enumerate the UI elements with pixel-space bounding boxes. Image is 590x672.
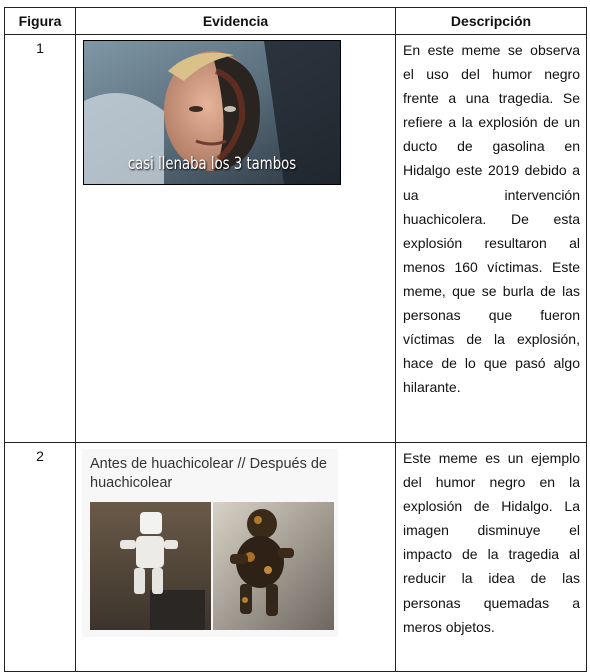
meme-image-2: [82, 449, 338, 637]
figure-number: 1: [5, 35, 76, 443]
header-evidencia: Evidencia: [76, 8, 396, 35]
description-cell: En este meme se observa el uso del humor negro frente a una tragedia. Se refiere a la explosión de un ducto de gasolina en Hidalgo este 2019 debido a ua intervención huachicolera. De esta explosión resultaron al menos 160 víctimas. Este meme, que se burla de las personas que fueron víctimas de la explosión, hace de lo que pasó algo hilarante.: [396, 35, 587, 443]
evidence-cell: [76, 35, 396, 443]
header-figura: Figura: [5, 8, 76, 35]
before-after-figures-picture: [90, 502, 334, 630]
header-row: [5, 8, 587, 35]
table-row: [5, 443, 587, 672]
table-row: [5, 35, 587, 443]
header-descripcion: Descripción: [396, 8, 587, 35]
description-cell: Este meme es un ejemplo del humor negro en la explosión de Hidalgo. La imagen disminuye el impacto de la tragedia al reducir la idea de las personas quemadas a meros objetos.: [396, 443, 587, 672]
evidence-cell: [76, 443, 396, 672]
figure-number: 2: [5, 443, 76, 672]
meme-caption-2: Antes de huachicolear // Después de huachicolear: [90, 456, 327, 491]
meme-caption-1: casi llenaba los 3 tambos: [127, 154, 297, 174]
meme-image-1: [83, 40, 341, 185]
evidence-table: [4, 7, 587, 672]
